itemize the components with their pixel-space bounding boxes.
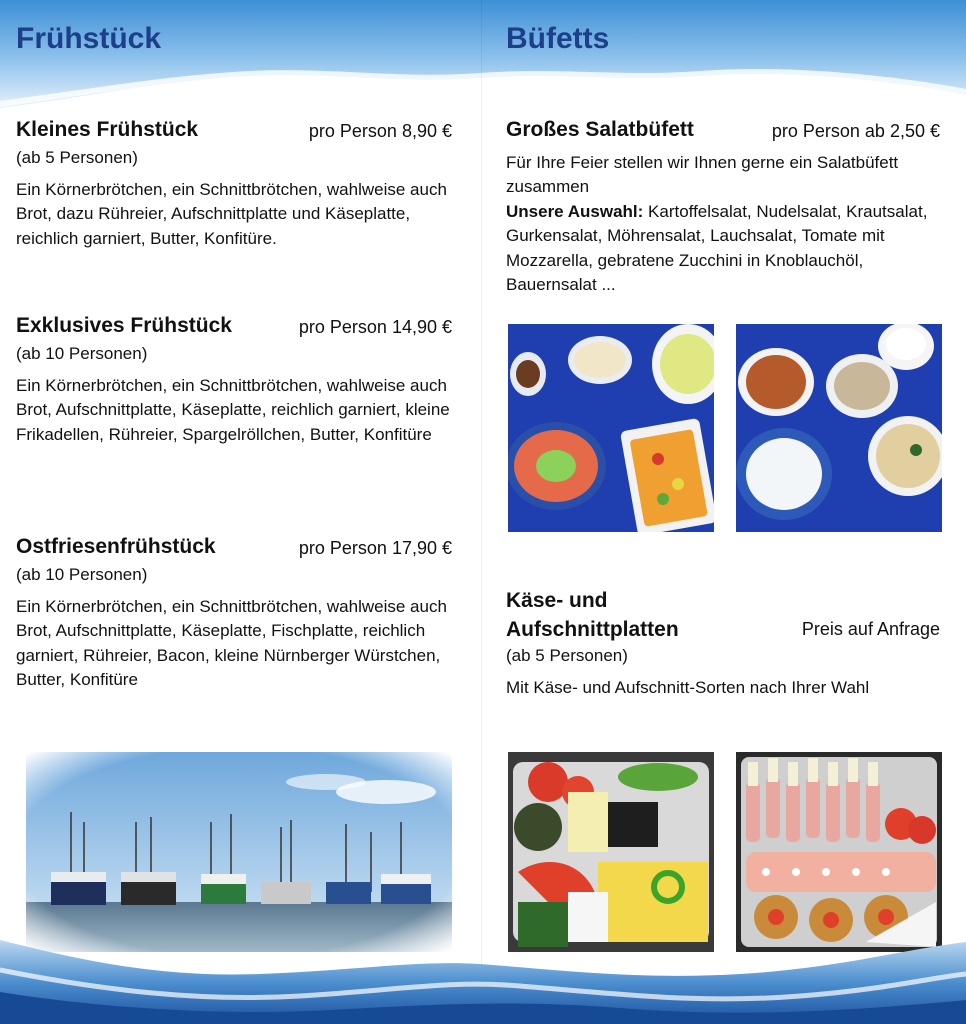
item-salad-buffet [506,118,940,297]
harbor-boats-photo [26,752,452,952]
cold-cuts-platter-photo [736,752,942,952]
item-name-line1: Käse- und [506,589,608,612]
salad-choice-list: Kartoffelsalat, Nudelsalat, Krautsalat, Gurkensalat, Möhrensalat, Lauchsalat, Tomate mit Mozzarella, gebratene Zucchini in Knoblauchöl, Bauernsalat ... [506,201,928,295]
item-description: Ein Körnerbrötchen, ein Schnittbrötchen, wahlweise auch Brot, Aufschnittplatte, Käseplatte, reichlich garniert, kleine Frikadellen, Rühreier, Spargelröllchen, Butter, Konfitüre [16,376,450,444]
item-name: Exklusives Frühstück [16,314,232,337]
cheese-platter-photo [508,752,714,952]
item-cheese-cold-cuts-platters [506,586,940,700]
item-name: Kleines Frühstück [16,118,199,141]
salad-intro: Für Ihre Feier stellen wir Ihnen gerne ein Salatbüfett zusammen [506,153,899,197]
item-description: Mit Käse- und Aufschnitt-Sorten nach Ihrer Wahl [506,678,870,697]
item-min-persons: (ab 10 Personen) [16,565,148,584]
item-min-persons: (ab 5 Personen) [506,646,628,665]
item-name [506,586,679,644]
item-price: pro Person 14,90 € [298,317,452,337]
breakfast-title: Frühstück [16,22,162,55]
item-price: Preis auf Anfrage [801,619,940,639]
item-description: Ein Körnerbrötchen, ein Schnittbrötchen, wahlweise auch Brot, dazu Rühreier, Aufschnittplatte und Käseplatte, reichlich garniert, Butter, Konfitüre. [16,180,447,248]
item-description: Ein Körnerbrötchen, ein Schnittbrötchen, wahlweise auch Brot, Aufschnittplatte, Käseplatte, Fischplatte, reichlich garniert, Rühreier, Bacon, kleine Nürnberger Würstchen, Butter, Konfitüre [16,597,447,690]
item-name: Ostfriesenfrühstück [16,535,216,558]
item-price: pro Person 17,90 € [298,538,452,558]
fold-line [481,0,482,1024]
item-name-line2: Aufschnittplatten [506,618,679,641]
item-name: Großes Salatbüfett [506,118,694,141]
salad-bowls-photo [508,324,714,532]
item-price: pro Person ab 2,50 € [771,121,940,141]
buffets-title: Büfetts [506,22,610,55]
top-wave-background [0,0,966,120]
bottom-wave-background [0,930,966,1024]
salad-bowls-photo-2 [736,324,942,532]
item-small-breakfast [16,118,452,251]
salad-choice-label: Unsere Auswahl: [506,201,644,221]
item-ostfriesen-breakfast [16,535,452,693]
item-price: pro Person 8,90 € [308,121,452,141]
item-min-persons: (ab 5 Personen) [16,148,138,167]
item-exclusive-breakfast [16,314,452,447]
item-min-persons: (ab 10 Personen) [16,344,148,363]
item-description [506,151,940,297]
